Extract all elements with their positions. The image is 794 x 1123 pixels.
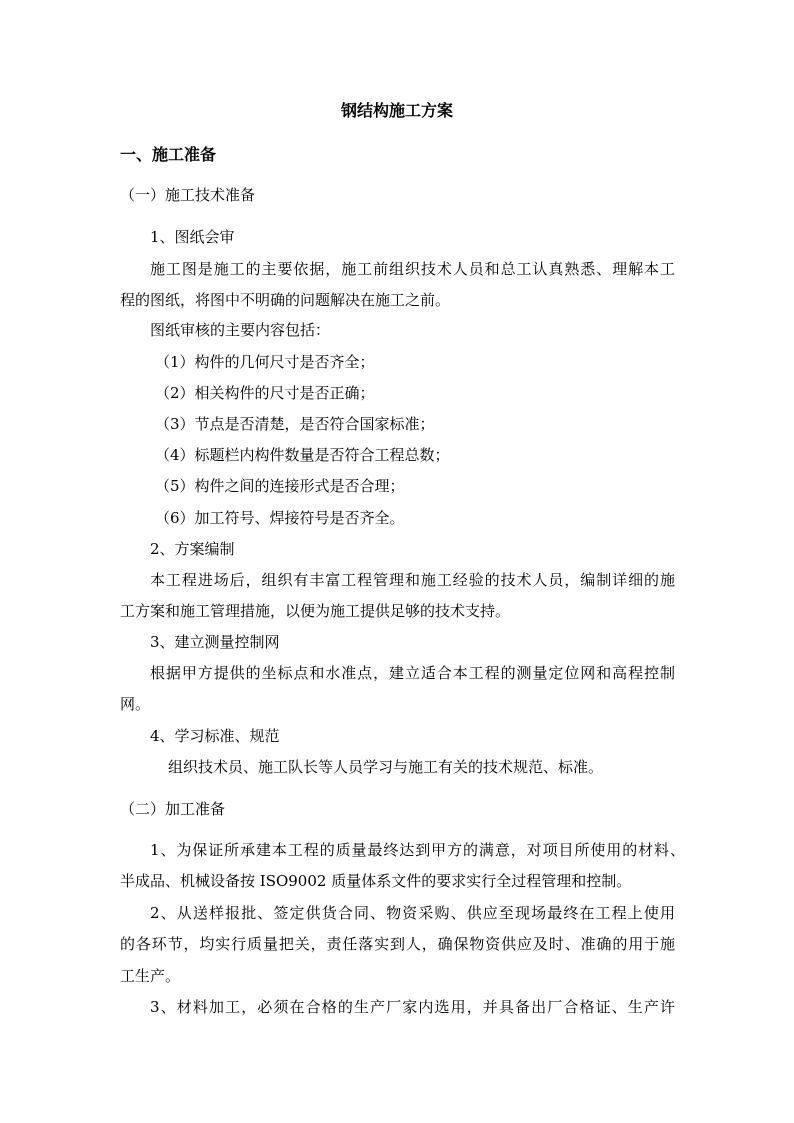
item-heading-survey-control-network: 3、建立测量控制网 <box>150 633 280 651</box>
paragraph-line: 3、材料加工，必须在合格的生产厂家内选用，并具备出厂合格证、生产许 <box>150 998 675 1016</box>
paragraph-line: 施工图是施工的主要依据，施工前组织技术人员和总工认真熟悉、理解本工 <box>150 260 675 278</box>
item-heading-drawing-review: 1、图纸会审 <box>150 228 235 246</box>
paragraph-line: 本工程进场后，组织有丰富工程管理和施工经验的技术人员，编制详细的施 <box>150 571 675 589</box>
paragraph-line: 的各环节，均实行质量把关，责任落实到人，确保物资供应及时、准确的用于施 <box>120 935 675 953</box>
review-item: （2）相关构件的尺寸是否正确； <box>155 384 375 402</box>
item-heading-standards-study: 4、学习标准、规范 <box>150 727 280 745</box>
subsection-heading-processing-preparation: （二）加工准备 <box>120 800 226 818</box>
review-item: （5）构件之间的连接形式是否合理； <box>155 477 405 495</box>
subsection-heading-technical-preparation: （一）施工技术准备 <box>120 186 256 204</box>
paragraph-line: 半成品、机械设备按 ISO9002 质量体系文件的要求实行全过程管理和控制。 <box>120 872 632 890</box>
review-item: （4）标题栏内构件数量是否符合工程总数； <box>155 446 450 464</box>
paragraph-line: 组织技术员、施工队长等人员学习与施工有关的技术规范、标准。 <box>168 758 604 776</box>
paragraph-line: 网。 <box>120 695 151 713</box>
paragraph-line: 1、为保证所承建本工程的质量最终达到甲方的满意，对项目所使用的材料、 <box>150 841 685 859</box>
document-title: 钢结构施工方案 <box>340 101 453 120</box>
paragraph-line: 工生产。 <box>120 967 181 985</box>
item-heading-plan-preparation: 2、方案编制 <box>150 540 235 558</box>
review-item: （6）加工符号、焊接符号是否齐全。 <box>155 509 405 527</box>
section-heading-construction-preparation: 一、施工准备 <box>120 145 217 164</box>
paragraph-line: 工方案和施工管理措施，以便为施工提供足够的技术支持。 <box>120 602 511 620</box>
paragraph-line: 2、从送样报批、签定供货合同、物资采购、供应至现场最终在工程上使用 <box>150 904 675 922</box>
review-item: （3）节点是否清楚，是否符合国家标准； <box>155 415 435 433</box>
paragraph-line: 根据甲方提供的坐标点和水准点，建立适合本工程的测量定位网和高程控制 <box>150 664 675 682</box>
paragraph-line: 程的图纸，将图中不明确的问题解决在施工之前。 <box>120 291 451 309</box>
review-item: （1）构件的几何尺寸是否齐全； <box>155 353 375 371</box>
review-intro: 图纸审核的主要内容包括： <box>150 321 331 339</box>
